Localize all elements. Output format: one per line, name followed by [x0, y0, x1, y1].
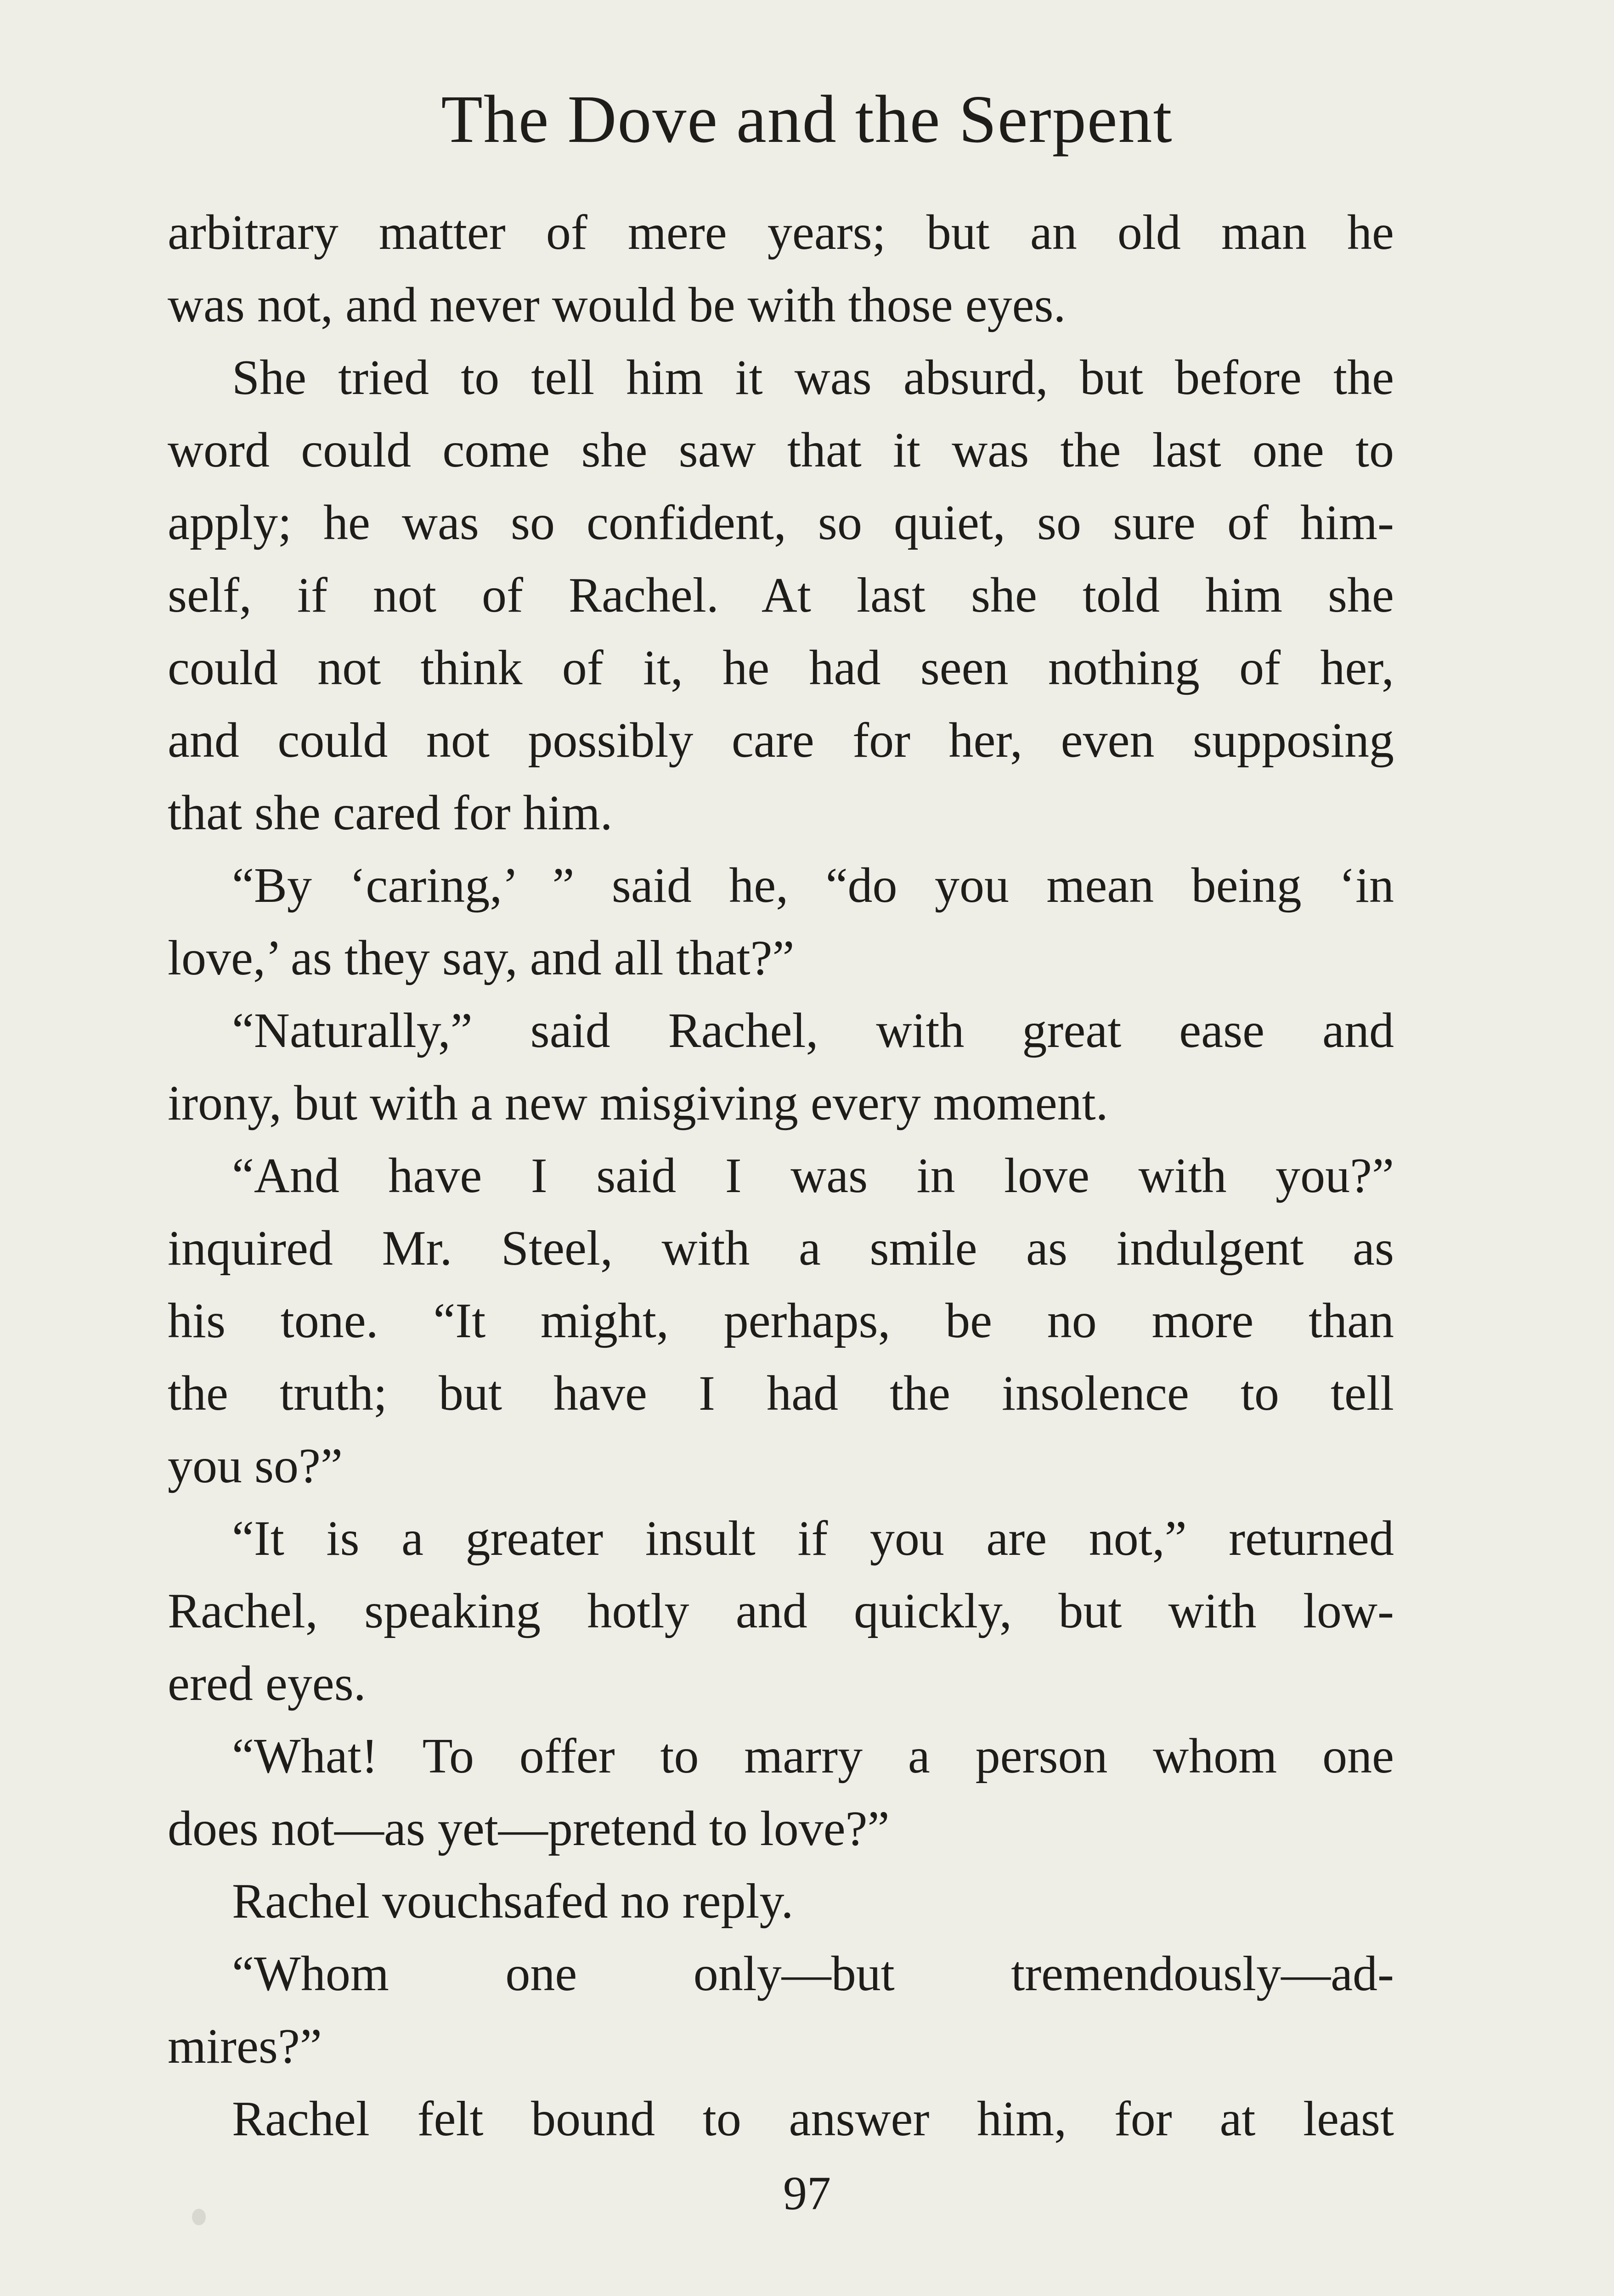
text-line: “Naturally,” said Rachel, with great ease and [232, 1003, 1394, 1058]
text-line: word could come she saw that it was the last one to [168, 423, 1394, 478]
text-line: that she cared for him. [168, 786, 613, 840]
text-line: Rachel felt bound to answer him, for at least [232, 2092, 1394, 2146]
running-title: The Dove and the Serpent [441, 82, 1173, 157]
text-line: “What! To offer to marry a person whom one [232, 1729, 1394, 1784]
text-line: She tried to tell him it was absurd, but before the [232, 350, 1394, 405]
text-line: “By ‘caring,’ ” said he, “do you mean being ‘in [232, 858, 1394, 913]
text-line: the truth; but have I had the insolence to tell [168, 1366, 1394, 1421]
text-line: “Whom one only—but tremendously—ad- [232, 1947, 1394, 2001]
text-line: mires?” [168, 2019, 322, 2074]
text-line: inquired Mr. Steel, with a smile as indulgent as [168, 1221, 1394, 1276]
text-line: does not—as yet—pretend to love?” [168, 1801, 890, 1856]
text-line: apply; he was so confident, so quiet, so sure of him- [168, 495, 1394, 550]
body-text [168, 197, 1394, 2155]
text-line: love,’ as they say, and all that?” [168, 931, 795, 985]
text-line: arbitrary matter of mere years; but an old man he [168, 205, 1394, 260]
text-line: “And have I said I was in love with you?” [232, 1148, 1394, 1203]
text-line: ered eyes. [168, 1656, 366, 1711]
text-line: was not, and never would be with those eyes. [168, 278, 1066, 332]
text-line: his tone. “It might, perhaps, be no more than [168, 1294, 1394, 1348]
text-line: Rachel vouchsafed no reply. [232, 1874, 794, 1929]
text-line: and could not possibly care for her, even supposing [168, 713, 1394, 768]
text-line: you so?” [168, 1439, 343, 1493]
text-line: irony, but with a new misgiving every moment. [168, 1076, 1108, 1131]
paper-speck [192, 2209, 206, 2225]
text-line: could not think of it, he had seen nothing of her, [168, 641, 1394, 695]
text-line: “It is a greater insult if you are not,” returned [232, 1511, 1394, 1566]
text-line: self, if not of Rachel. At last she told him she [168, 568, 1394, 623]
text-line: Rachel, speaking hotly and quickly, but with low- [168, 1584, 1394, 1638]
page-number: 97 [783, 2167, 831, 2220]
